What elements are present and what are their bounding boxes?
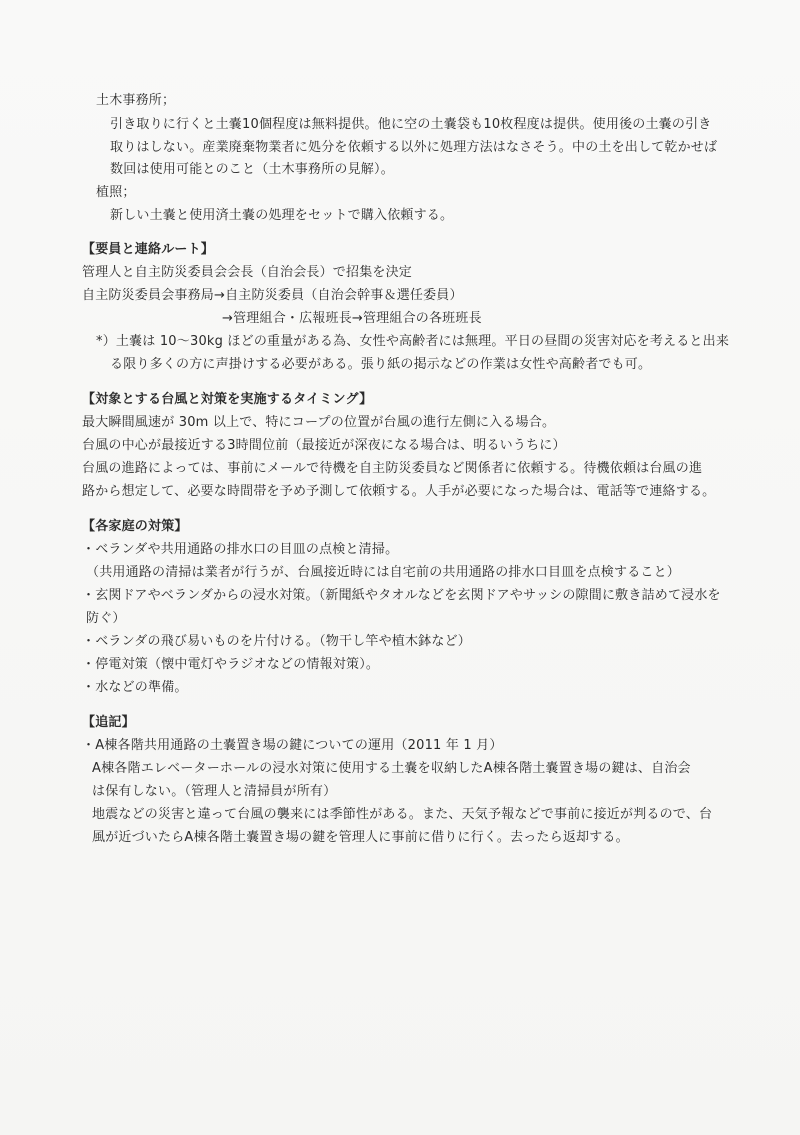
household-list-item-continued: 防ぐ） (86, 611, 126, 626)
timing-text-line: 最大瞬間風速が 30m 以上で、特にコープの位置が台風の進行左側に入る場合。 (82, 415, 556, 430)
postscript-text-line: A棟各階エレベーターホールの浸水対策に使用する土嚢を収納したA棟各階土嚢置き場の鍵は、自治会 (92, 761, 691, 776)
timing-text-line: 路から想定して、必要な時間帯を予め予測して依頼する。人手が必要になった場合は、電話等で連絡する。 (82, 484, 716, 499)
timing-text-line: 台風の中心が最接近する3時間位前（最接近が深夜になる場合は、明るいうちに） (82, 438, 566, 453)
section-heading-postscript: 【追記】 (82, 715, 135, 730)
planting-text-line: 新しい土嚢と使用済土嚢の処理をセットで購入依頼する。 (110, 208, 454, 223)
staff-text-line: 自主防災委員会事務局→自主防災委員（自治会幹事＆選任委員） (82, 288, 463, 303)
office-text-line: 引き取りに行くと土嚢10個程度は無料提供。他に空の土嚢袋も10枚程度は提供。使用後の土嚢の引き (110, 117, 712, 132)
planting-subsection-title: 植照； (96, 185, 136, 200)
staff-note-line: る限り多くの方に声掛けする必要がある。張り紙の掲示などの作業は女性や高齢者でも可。 (110, 357, 652, 372)
section-heading-household: 【各家庭の対策】 (82, 519, 188, 534)
postscript-text-line: 地震などの災害と違って台風の襲来には季節性がある。また、天気予報などで事前に接近が判るので、台 (92, 807, 713, 822)
postscript-list-item: ・A棟各階共用通路の土嚢置き場の鍵についての運用（2011 年 1 月） (82, 738, 503, 753)
household-list-item: ・ベランダの飛び易いものを片付ける。（物干し竿や植木鉢など） (82, 634, 471, 649)
household-list-note: （共用通路の清掃は業者が行うが、台風接近時には自宅前の共用通路の排水口目皿を点検すること） (86, 565, 681, 580)
staff-text-line: 管理人と自主防災委員会会長（自治会長）で招集を決定 (82, 265, 413, 280)
section-heading-timing: 【対象とする台風と対策を実施するタイミング】 (82, 392, 373, 407)
household-list-item: ・水などの準備。 (82, 680, 188, 695)
office-text-line: 数回は使用可能とのこと（土木事務所の見解）。 (110, 162, 394, 177)
staff-text-line: →管理組合・広報班長→管理組合の各班班長 (222, 311, 482, 326)
postscript-text-line: 風が近づいたらA棟各階土嚢置き場の鍵を管理人に事前に借りに行く。去ったら返却する。 (92, 830, 629, 845)
household-list-item: ・停電対策（懐中電灯やラジオなどの情報対策）。 (82, 657, 380, 672)
office-text-line: 取りはしない。産業廃棄物業者に処分を依頼する以外に処理方法はなさそう。中の土を出して乾かせば (110, 140, 718, 155)
postscript-text-line: は保有しない。（管理人と清掃員が所有） (92, 784, 337, 799)
household-list-item: ・玄関ドアやベランダからの浸水対策。（新聞紙やタオルなどを玄関ドアやサッシの隙間に敷き詰めて浸水を (82, 588, 721, 603)
section-heading-staff: 【要員と連絡ルート】 (82, 242, 215, 257)
office-subsection-title: 土木事務所； (96, 93, 176, 108)
household-list-item: ・ベランダや共用通路の排水口の目皿の点検と清掃。 (82, 542, 399, 557)
staff-note-line: *）土嚢は 10～30kg ほどの重量がある為、女性や高齢者には無理。平日の昼間の災害対応を考えると出来 (96, 334, 730, 349)
timing-text-line: 台風の進路によっては、事前にメールで待機を自主防災委員など関係者に依頼する。待機依頼は台風の進 (82, 461, 703, 476)
